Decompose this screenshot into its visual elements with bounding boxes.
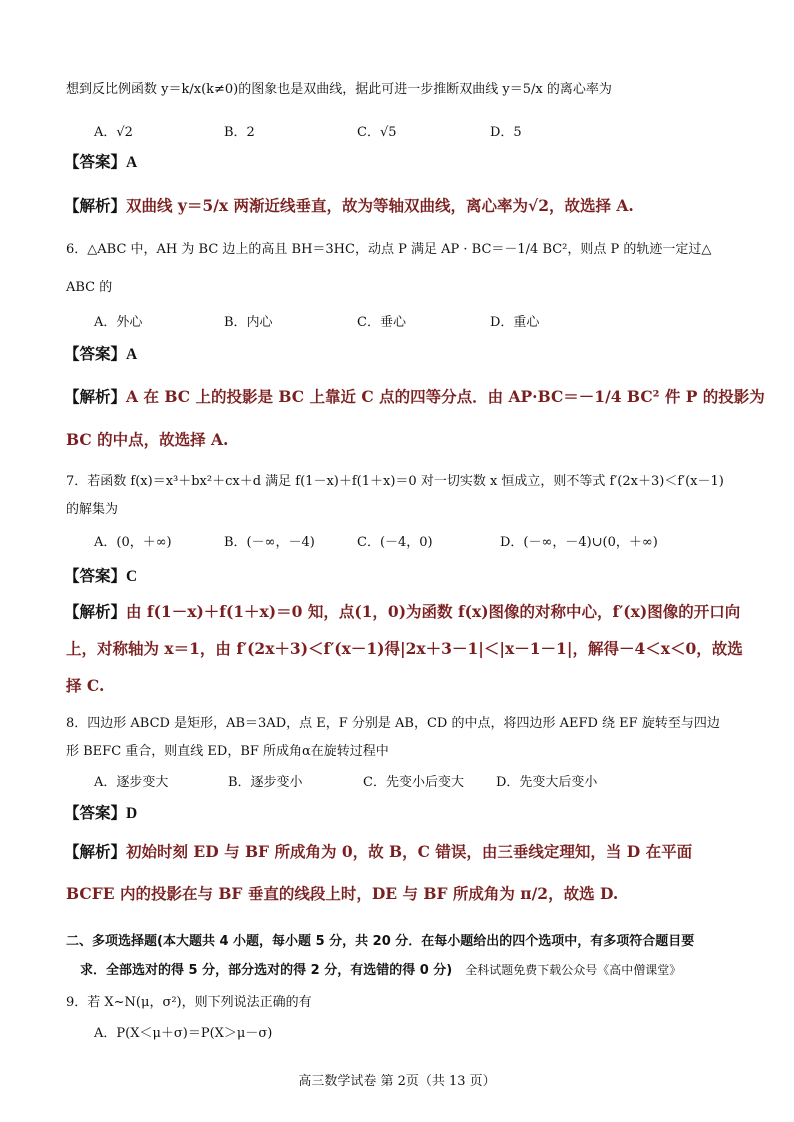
section2-heading-line2: 求．全部选对的得 5 分，部分选对的得 2 分，有选错的得 0 分) 全科试题免费下载公众号《高中僧课堂》 bbox=[80, 963, 682, 978]
q6-option-d: D．重心 bbox=[490, 315, 540, 330]
q5-stem: 想到反比例函数 y＝k/x(k≠0)的图象也是双曲线，据此可进一步推断双曲线 y＝5/x 的离心率为 bbox=[66, 82, 612, 97]
q6-option-a: A．外心 bbox=[94, 315, 143, 330]
q5-option-c: C．√5 bbox=[357, 125, 397, 140]
q6-option-c: C．垂心 bbox=[357, 315, 406, 330]
q8-analysis-line1: 【解析】初始时刻 ED 与 BF 所成角为 0，故 B，C 错误，由三垂线定理知，当 D 在平面 bbox=[64, 842, 693, 861]
q6-analysis-line1: 【解析】A 在 BC 上的投影是 BC 上靠近 C 点的四等分点．由 AP·BC＝－1/4 BC² 件 P 的投影为 bbox=[64, 387, 765, 406]
q6-answer: 【答案】A bbox=[64, 345, 138, 363]
q9-stem: 9．若 X~N(μ，σ²)，则下列说法正确的有 bbox=[66, 995, 312, 1010]
q5-answer: 【答案】A bbox=[64, 153, 138, 171]
q7-option-b: B．(－∞，－4) bbox=[224, 535, 315, 550]
q8-stem-line1: 8．四边形 ABCD 是矩形，AB＝3AD，点 E，F 分别是 AB，CD 的中点，将四边形 AEFD 绕 EF 旋转至与四边 bbox=[66, 716, 720, 731]
q5-option-d: D．5 bbox=[490, 125, 522, 140]
q8-answer: 【答案】D bbox=[64, 804, 138, 822]
q8-option-d: D．先变大后变小 bbox=[496, 775, 598, 790]
q9-option-a: A．P(X＜μ＋σ)＝P(X＞μ－σ) bbox=[94, 1026, 273, 1041]
q6-stem-line2: ABC 的 bbox=[66, 280, 113, 295]
q6-analysis-line2: BC 的中点，故选择 A. bbox=[66, 430, 229, 449]
section2-notice: 全科试题免费下载公众号《高中僧课堂》 bbox=[465, 963, 682, 977]
q5-option-b: B．2 bbox=[224, 125, 255, 140]
q6-option-b: B．内心 bbox=[224, 315, 273, 330]
q7-analysis-line1: 【解析】由 f(1－x)＋f(1＋x)＝0 知，点(1，0)为函数 f(x)图像的对称中心，f′(x)图像的开口向 bbox=[64, 602, 741, 621]
q7-option-d: D．(－∞，－4)∪(0，＋∞) bbox=[500, 535, 658, 550]
q7-option-a: A．(0，＋∞) bbox=[94, 535, 172, 550]
section2-heading-line1: 二、多项选择题(本大题共 4 小题，每小题 5 分，共 20 分．在每小题给出的四个选项中，有多项符合题目要 bbox=[66, 934, 695, 949]
q7-answer: 【答案】C bbox=[64, 567, 138, 585]
q8-analysis-line2: BCFE 内的投影在与 BF 垂直的线段上时，DE 与 BF 所成角为 π/2，故选 D. bbox=[66, 884, 619, 903]
q7-analysis-line2: 上，对称轴为 x＝1，由 f′(2x＋3)＜f′(x－1)得|2x＋3－1|＜|x－1－1|，解得－4＜x＜0，故选 bbox=[66, 639, 743, 658]
q5-option-a: A．√2 bbox=[94, 125, 133, 140]
q7-stem-line1: 7．若函数 f(x)＝x³＋bx²＋cx＋d 满足 f(1－x)＋f(1＋x)＝0 对一切实数 x 恒成立，则不等式 f′(2x＋3)＜f′(x－1) bbox=[66, 474, 724, 489]
q8-option-c: C．先变小后变大 bbox=[363, 775, 464, 790]
q8-option-b: B．逐步变小 bbox=[228, 775, 303, 790]
q7-stem-line2: 的解集为 bbox=[66, 502, 119, 517]
q8-stem-line2: 形 BEFC 重合，则直线 ED，BF 所成角α在旋转过程中 bbox=[66, 744, 389, 759]
page-footer: 高三数学试卷 第 2页（共 13 页） bbox=[298, 1074, 496, 1089]
q6-stem-line1: 6．△ABC 中，AH 为 BC 边上的高且 BH＝3HC，动点 P 满足 AP · BC＝－1/4 BC²，则点 P 的轨迹一定过△ bbox=[66, 242, 712, 257]
q8-option-a: A．逐步变大 bbox=[94, 775, 169, 790]
q7-analysis-line3: 择 C. bbox=[66, 676, 105, 695]
q7-option-c: C．(－4，0) bbox=[357, 535, 433, 550]
q5-analysis: 【解析】双曲线 y＝5/x 两渐近线垂直，故为等轴双曲线，离心率为√2，故选择 A. bbox=[64, 196, 634, 215]
